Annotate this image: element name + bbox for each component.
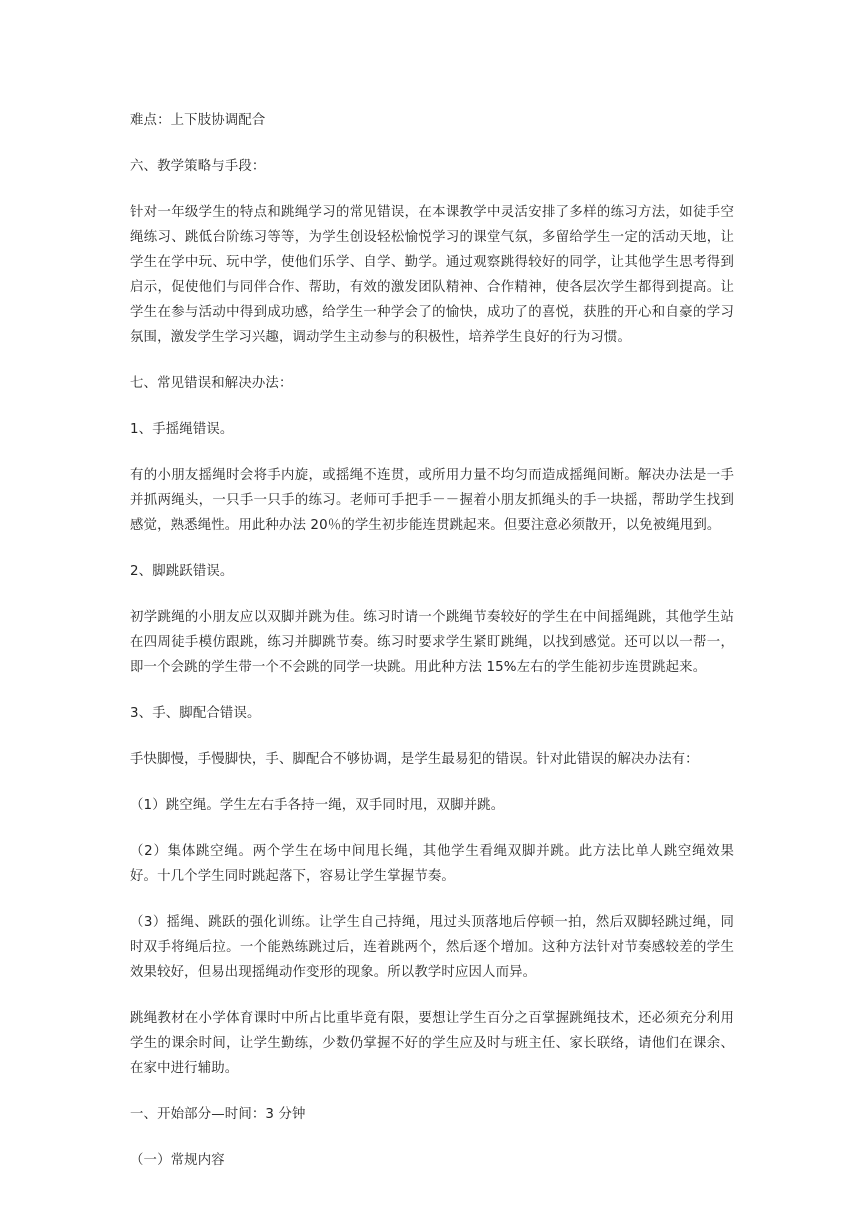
heading-common-errors: 七、常见错误和解决办法：: [130, 376, 293, 391]
paragraph-after-class: 跳绳教材在小学体育课时中所占比重毕竟有限，要想让学生百分之百掌握跳绳技术，还必须充分利用学生的课余时间，让学生勤练，少数仍掌握不好的学生应及时与班主任、家长联络，请他们在课余、在家中进行辅助。: [130, 1011, 734, 1076]
heading-teaching-strategy: 六、教学策略与手段：: [130, 159, 266, 174]
document-body: [130, 108, 734, 1194]
paragraph-coordination-error: 手快脚慢，手慢脚快，手、脚配合不够协调，是学生最易犯的错误。针对此错误的解决办法有：: [130, 752, 699, 767]
subheading-coordination-error: 3、手、脚配合错误。: [130, 706, 261, 721]
paragraph-teaching-strategy: 针对一年级学生的特点和跳绳学习的常见错误，在本课教学中灵活安排了多样的练习方法，如徒手空绳练习、跳低台阶练习等等，为学生创设轻松愉悦学习的课堂气氛，多留给学生一定的活动天地，让学生在学中玩、玩中学，使他们乐学、自学、勤学。通过观察跳得较好的同学，让其他学生思考得到启示，促使他们与同伴合作、帮助，有效的激发团队精神、合作精神，使各层次学生都得到提高。让学生在参与活动中得到成功感，给学生一种学会了的愉快，成功了的喜悦，获胜的开心和自豪的学习氛围，激发学生学习兴趣，调动学生主动参与的积极性，培养学生良好的行为习惯。: [130, 205, 734, 345]
paragraph-hand-error: 有的小朋友摇绳时会将手内旋，或摇绳不连贯，或所用力量不均匀而造成摇绳间断。解决办法是一手并抓两绳头，一只手一只手的练习。老师可手把手－－握着小朋友抓绳头的手一块摇，帮助学生找到感觉，熟悉绳性。用此种办法 20％的学生初步能连贯跳起来。但要注意必须散开，以免被绳甩到。: [130, 468, 734, 533]
list-item-2: （2）集体跳空绳。两个学生在场中间甩长绳，其他学生看绳双脚并跳。此方法比单人跳空绳效果好。十几个学生同时跳起落下，容易让学生掌握节奏。: [130, 844, 734, 884]
paragraph-difficulty: 难点：上下肢协调配合: [130, 113, 266, 128]
paragraph-foot-error: 初学跳绳的小朋友应以双脚并跳为佳。练习时请一个跳绳节奏较好的学生在中间摇绳跳，其他学生站在四周徒手模仿跟跳，练习并脚跳节奏。练习时要求学生紧盯跳绳，以找到感觉。还可以以一帮一，即一个会跳的学生带一个不会跳的同学一块跳。用此种方法 15%左右的学生能初步连贯跳起来。: [130, 610, 734, 675]
subheading-hand-error: 1、手摇绳错误。: [130, 422, 234, 437]
list-item-1: （1）跳空绳。学生左右手各持一绳，双手同时甩，双脚并跳。: [130, 798, 505, 813]
subheading-routine-content: （一）常规内容: [130, 1153, 225, 1168]
heading-opening-section: 一、开始部分—时间：3 分钟: [130, 1107, 306, 1122]
list-item-3: （3）摇绳、跳跃的强化训练。让学生自己持绳，甩过头顶落地后停顿一拍，然后双脚轻跳过绳，同时双手将绳后拉。一个能熟练跳过后，连着跳两个，然后逐个增加。这种方法针对节奏感较差的学生效果较好，但易出现摇绳动作变形的现象。所以教学时应因人而异。: [130, 915, 734, 980]
subheading-foot-error: 2、脚跳跃错误。: [130, 564, 234, 579]
